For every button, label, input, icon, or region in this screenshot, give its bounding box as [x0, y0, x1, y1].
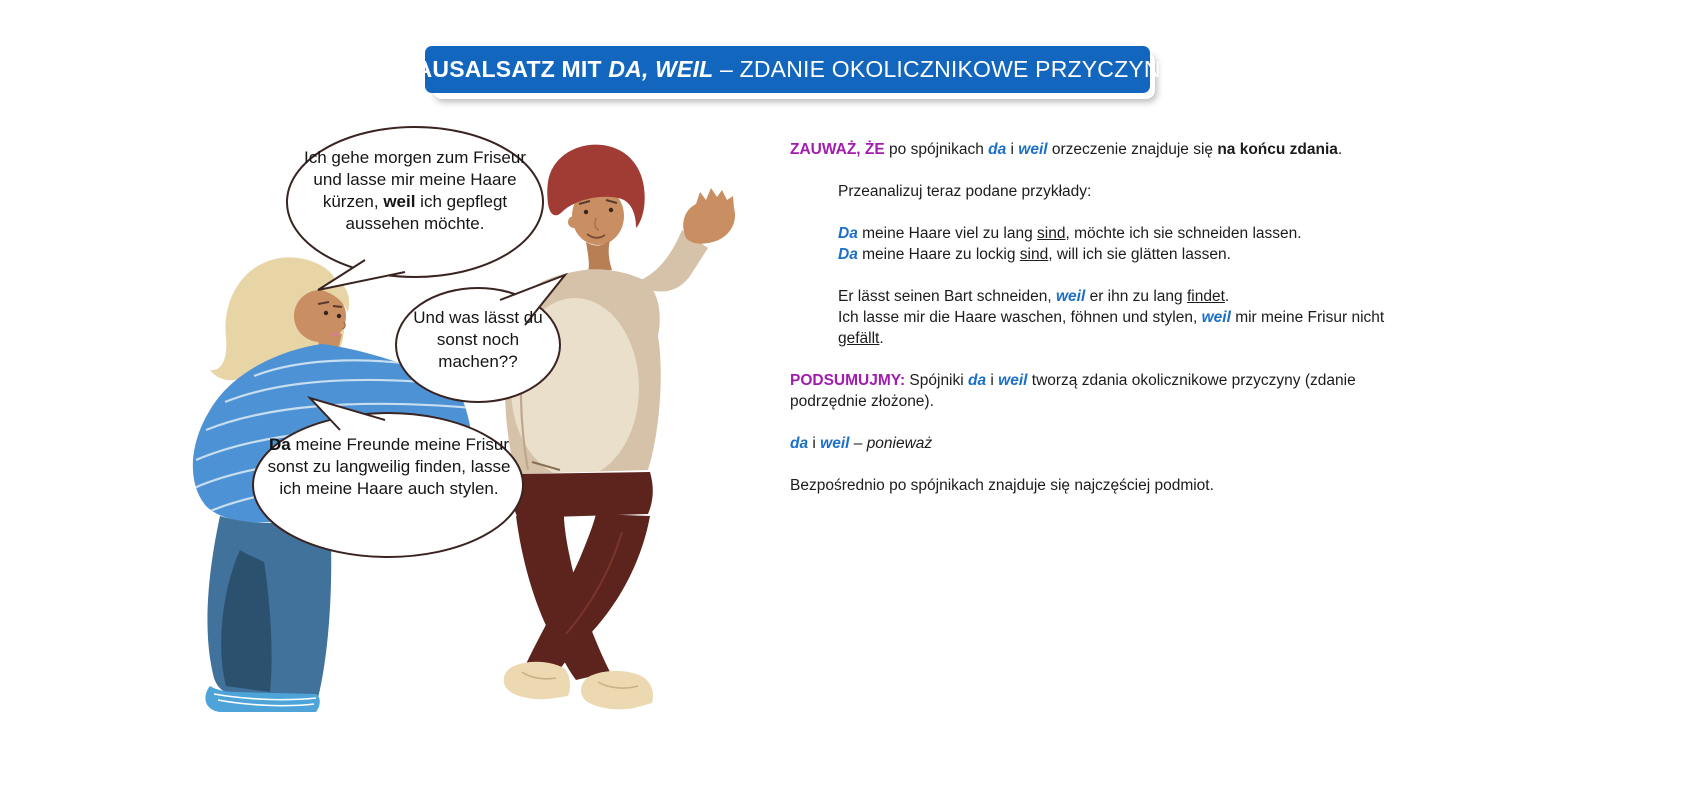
man-shoe-left — [504, 662, 570, 699]
man-pants-hips — [513, 472, 653, 518]
man-figure — [504, 145, 735, 710]
explanation-column — [790, 139, 1404, 517]
paragraph-przeanalizuj: Przeanalizuj teraz podane przykłady: — [838, 183, 1092, 200]
speech-bubble-2-text: Und was lässt du sonst noch machen?? — [413, 308, 543, 371]
woman-brow-2 — [333, 306, 342, 307]
paragraph-da-weil-poniewaz: da i weil – ponieważ — [790, 435, 933, 452]
man-shoe-right — [581, 671, 653, 709]
man-eye — [584, 210, 588, 214]
paragraph-podsumujmy: PODSUMUJMY: Spójniki da i weil tworzą zdania okolicznikowe przyczyny (zdanie podrzędnie złożone). — [790, 372, 1356, 410]
man-raised-hand — [683, 188, 735, 244]
examples-da-block — [838, 223, 1404, 265]
speech-bubble-1-text: Ich gehe morgen zum Friseur und lasse mir meine Haare kürzen, weil ich gepflegt aussehen möchte. — [303, 148, 527, 233]
paragraph-bezposrednio: Bezpośrednio po spójnikach znajduje się najczęściej podmiot. — [790, 477, 1214, 494]
man-eye-2 — [609, 208, 613, 212]
woman-eye-2 — [337, 314, 341, 318]
speech-bubble-3-text: Da meine Freunde meine Frisur sonst zu langweilig finden, lasse ich meine Haare auch stylen. — [267, 435, 511, 498]
man-ear — [568, 216, 580, 228]
page-title-text: KAUSALSATZ MIT DA, WEIL – ZDANIE OKOLICZNIKOWE PRZYCZYNY — [398, 56, 1177, 82]
examples-weil-block — [838, 286, 1404, 349]
woman-eye — [324, 311, 328, 315]
paragraph-zauwaz: ZAUWAŻ, ŻE po spójnikach da i weil orzeczenie znajduje się na końcu zdania. — [790, 141, 1343, 158]
example-da-line-1: Da meine Haare viel zu lang sind, möchte ich sie schneiden lassen. — [838, 225, 1302, 242]
page-title — [398, 46, 1177, 93]
example-weil-line-2: Ich lasse mir die Haare waschen, föhnen und stylen, weil mir meine Frisur nicht gefällt. — [838, 309, 1385, 347]
example-da-line-2: Da meine Haare zu lockig sind, will ich sie glätten lassen. — [838, 246, 1231, 263]
example-weil-line-1: Er lässt seinen Bart schneiden, weil er ihn zu lang findet. — [838, 288, 1230, 305]
